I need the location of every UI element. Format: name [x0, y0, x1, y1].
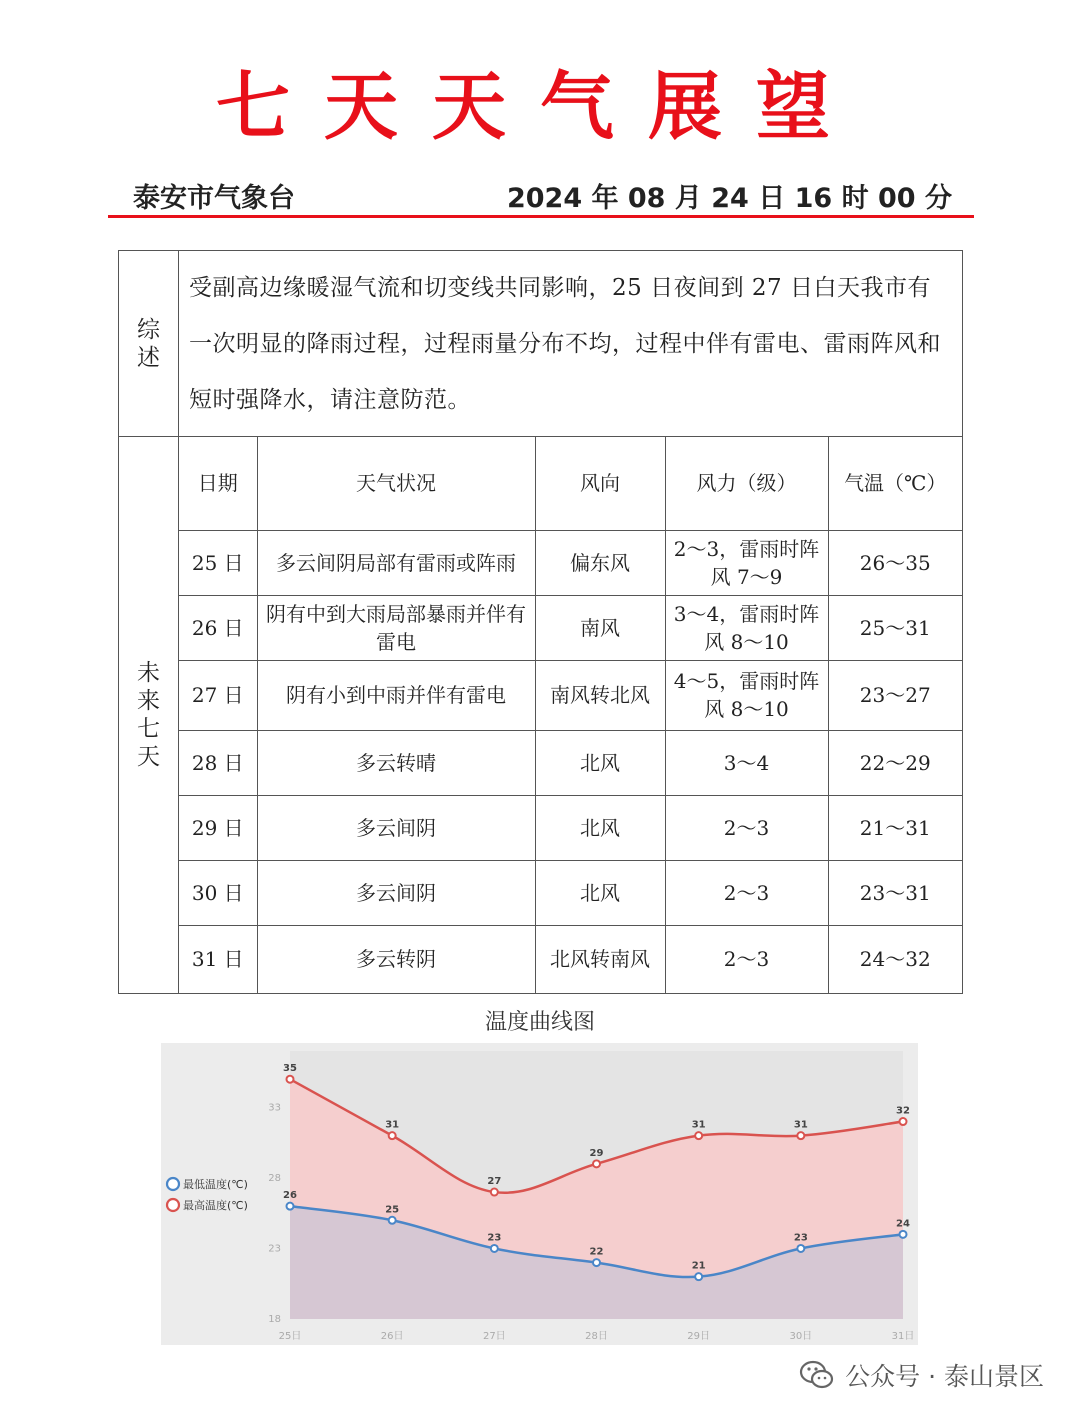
header-wind-direction: 风向	[535, 437, 665, 530]
x-tick-label: 26日	[380, 1331, 404, 1342]
high-temp-label: 29	[589, 1147, 604, 1159]
low-temp-point	[900, 1231, 907, 1238]
cell-weather: 多云间阴	[257, 860, 535, 925]
cell-temperature: 26～35	[828, 530, 962, 595]
summary-label: 综 述	[119, 251, 179, 437]
forecast-row	[179, 730, 962, 795]
cell-wind-direction: 北风	[535, 795, 665, 860]
cell-temperature: 24～32	[828, 925, 962, 993]
low-temp-point	[287, 1203, 294, 1210]
forecast-row	[179, 660, 962, 730]
low-temp-point	[491, 1245, 498, 1252]
cell-wind-force: 2～3	[665, 925, 828, 993]
cell-temperature: 22～29	[828, 730, 962, 795]
y-tick-label: 33	[268, 1102, 281, 1114]
cell-temperature: 25～31	[828, 595, 962, 660]
cell-weather: 多云转晴	[257, 730, 535, 795]
high-temp-point	[491, 1189, 498, 1196]
high-temp-label: 31	[385, 1119, 400, 1131]
y-tick-label: 23	[268, 1243, 281, 1255]
forecast-row	[179, 795, 962, 860]
header-divider	[108, 215, 974, 218]
cell-wind-force: 3～4，雷雨时阵风 8～10	[665, 595, 828, 660]
low-temp-point	[695, 1273, 702, 1280]
cell-weather: 多云间阴	[257, 795, 535, 860]
cell-temperature: 21～31	[828, 795, 962, 860]
high-temp-label: 32	[896, 1105, 910, 1117]
cell-wind-force: 3～4	[665, 730, 828, 795]
forecast-row	[179, 860, 962, 925]
cell-wind-force: 4～5，雷雨时阵风 8～10	[665, 660, 828, 730]
x-tick-label: 25日	[278, 1331, 302, 1342]
x-tick-label: 31日	[891, 1331, 915, 1342]
footer-text: 公众号 · 泰山景区	[845, 1362, 1044, 1391]
cell-weather: 阴有小到中雨并伴有雷电	[257, 660, 535, 730]
cell-date: 25 日	[179, 530, 257, 595]
low-temp-point	[593, 1259, 600, 1266]
cell-wind-direction: 南风转北风	[535, 660, 665, 730]
high-temp-label: 27	[487, 1176, 502, 1188]
legend-high-label: 最高温度(℃)	[183, 1199, 248, 1212]
header-temperature: 气温（℃）	[828, 437, 962, 530]
legend-low-label: 最低温度(℃)	[183, 1178, 248, 1191]
cell-wind-direction: 偏东风	[535, 530, 665, 595]
high-temp-point	[593, 1160, 600, 1167]
low-temp-label: 22	[589, 1246, 604, 1258]
low-temp-point	[389, 1217, 396, 1224]
forecast-label: 未 来 七 天	[119, 437, 179, 994]
cell-wind-direction: 北风	[535, 860, 665, 925]
x-tick-label: 29日	[687, 1331, 711, 1342]
cell-weather: 多云间阴局部有雷雨或阵雨	[257, 530, 535, 595]
forecast-header-row	[179, 437, 962, 530]
high-temp-point	[695, 1132, 702, 1139]
cell-date: 29 日	[179, 795, 257, 860]
low-temp-label: 24	[896, 1218, 910, 1230]
cell-weather: 阴有中到大雨局部暴雨并伴有雷电	[257, 595, 535, 660]
high-temp-point	[287, 1076, 294, 1083]
temperature-chart	[161, 1043, 918, 1345]
cell-wind-force: 2～3	[665, 860, 828, 925]
x-tick-label: 30日	[789, 1331, 813, 1342]
high-temp-point	[389, 1132, 396, 1139]
x-tick-label: 28日	[585, 1331, 608, 1342]
forecast-row	[179, 530, 962, 595]
y-tick-label: 28	[268, 1172, 281, 1184]
low-temp-label: 26	[283, 1190, 297, 1202]
cell-weather: 多云转阴	[257, 925, 535, 993]
y-tick-label: 18	[268, 1314, 281, 1325]
forecast-table	[118, 250, 963, 994]
low-temp-label: 25	[385, 1204, 400, 1216]
high-temp-label: 31	[691, 1119, 706, 1131]
high-temp-point	[797, 1132, 804, 1139]
cell-temperature: 23～27	[828, 660, 962, 730]
header-wind-force: 风力（级）	[665, 437, 828, 530]
page-title: 七天天气展望	[216, 64, 864, 150]
header-weather: 天气状况	[257, 437, 535, 530]
low-temp-point	[797, 1245, 804, 1252]
high-temp-label: 35	[283, 1063, 297, 1075]
forecast-row	[179, 595, 962, 660]
issued-time: 2024 年 08 月 24 日 16 时 00 分	[506, 183, 952, 214]
summary-text: 受副高边缘暖湿气流和切变线共同影响，25 日夜间到 27 日白天我市有一次明显的降雨过程，过程雨量分布不均，过程中伴有雷电、雷雨阵风和短时强降水，请注意防范。	[179, 251, 963, 437]
low-temp-label: 21	[691, 1260, 706, 1272]
cell-date: 26 日	[179, 595, 257, 660]
low-temp-label: 23	[487, 1232, 502, 1244]
high-temp-point	[900, 1118, 907, 1125]
legend-high-marker	[167, 1199, 179, 1211]
issuer: 泰安市气象台	[133, 183, 295, 214]
forecast-grid	[179, 437, 962, 993]
footer	[799, 1357, 1044, 1393]
forecast-row	[179, 925, 962, 993]
cell-wind-force: 2～3，雷雨时阵风 7～9	[665, 530, 828, 595]
x-tick-label: 27日	[482, 1331, 506, 1342]
cell-wind-direction: 南风	[535, 595, 665, 660]
chart-title: 温度曲线图	[484, 1010, 595, 1035]
header-date: 日期	[179, 437, 257, 530]
cell-date: 27 日	[179, 660, 257, 730]
cell-temperature: 23～31	[828, 860, 962, 925]
cell-date: 30 日	[179, 860, 257, 925]
cell-wind-direction: 北风	[535, 730, 665, 795]
cell-wind-force: 2～3	[665, 795, 828, 860]
cell-date: 28 日	[179, 730, 257, 795]
cell-wind-direction: 北风转南风	[535, 925, 665, 993]
low-temp-label: 23	[793, 1232, 808, 1244]
cell-date: 31 日	[179, 925, 257, 993]
legend-low-marker	[167, 1178, 179, 1190]
high-temp-label: 31	[793, 1119, 808, 1131]
wechat-icon	[799, 1359, 835, 1391]
